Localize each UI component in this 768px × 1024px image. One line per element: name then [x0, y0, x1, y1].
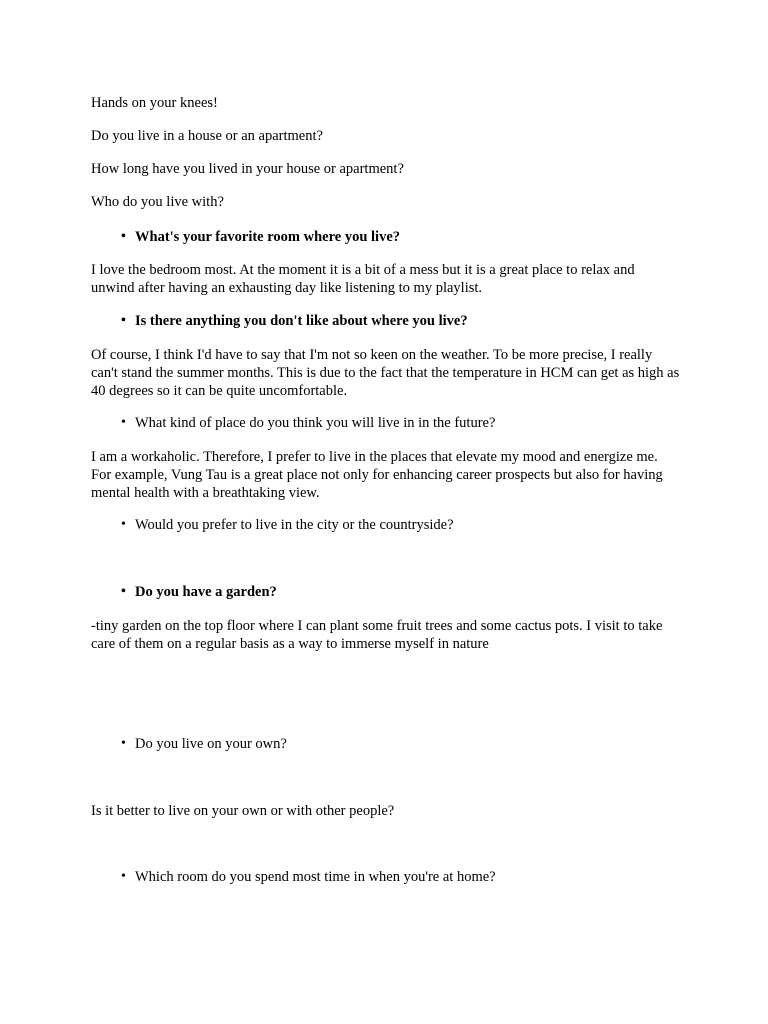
bullet-icon: • — [121, 736, 126, 751]
bullet-favorite-room — [121, 228, 681, 246]
answer-garden: -tiny garden on the top floor where I can plant some fruit trees and some cactus pots. I visit to take care of them on a regular basis as a way to immerse myself in nature — [91, 618, 663, 652]
bullet-live-own — [121, 735, 681, 753]
bullet-icon: • — [121, 584, 126, 599]
answer-dislike: Of course, I think I'd have to say that I'm not so keen on the weather. To be more precise, I really can't stand the summer months. This is due to the fact that the temperature in HCM can get as high as 40 degrees so it can be quite uncomfortable. — [91, 347, 680, 399]
question-future: What kind of place do you think you will live in in the future? — [135, 415, 496, 431]
bullet-garden — [121, 583, 681, 601]
answer-favorite-room: I love the bedroom most. At the moment it is a bit of a mess but it is a great place to relax and unwind after having an exhausting day like listening to my playlist. — [91, 262, 635, 296]
bullet-room-time — [121, 868, 681, 886]
question-better-alone-or-others: Is it better to live on your own or with other people? — [91, 803, 395, 819]
question-dislike: Is there anything you don't like about where you live? — [135, 313, 468, 329]
question-how-long-lived: How long have you lived in your house or apartment? — [91, 161, 404, 177]
bullet-dislike — [121, 312, 681, 330]
bullet-future — [121, 414, 681, 432]
question-who-live-with: Who do you live with? — [91, 194, 224, 210]
question-favorite-room: What's your favorite room where you live? — [135, 229, 401, 245]
question-city-or-countryside: Would you prefer to live in the city or the countryside? — [135, 517, 454, 533]
question-garden: Do you have a garden? — [135, 584, 277, 600]
bullet-icon: • — [121, 313, 126, 328]
bullet-icon: • — [121, 869, 126, 884]
question-room-most-time: Which room do you spend most time in when you're at home? — [135, 869, 496, 885]
question-house-or-apartment: Do you live in a house or an apartment? — [91, 128, 323, 144]
document-line-greeting: Hands on your knees! — [91, 95, 218, 111]
bullet-city — [121, 516, 681, 534]
bullet-icon: • — [121, 415, 126, 430]
question-live-on-own: Do you live on your own? — [135, 736, 287, 752]
bullet-icon: • — [121, 229, 126, 244]
bullet-icon: • — [121, 517, 126, 532]
answer-future: I am a workaholic. Therefore, I prefer to live in the places that elevate my mood and energize me. For example, Vung Tau is a great place not only for enhancing career prospects but also for having mental health with a breathtaking view. — [91, 449, 663, 501]
